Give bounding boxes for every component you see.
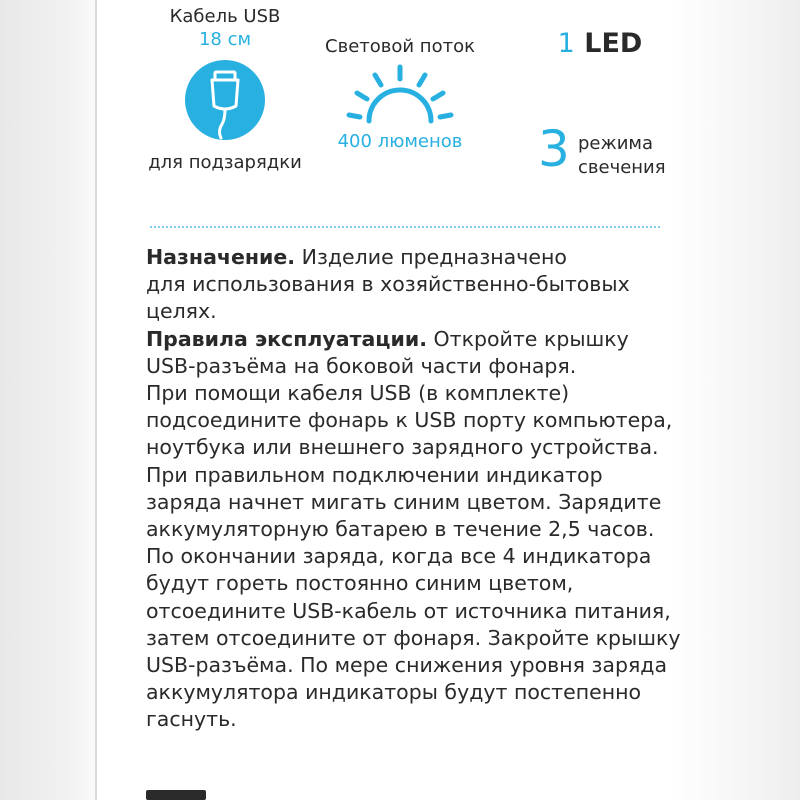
instruction-line	[146, 489, 706, 516]
instruction-text: ноутбука или внешнего зарядного устройства.	[146, 435, 659, 460]
instruction-line	[146, 598, 706, 625]
instruction-text: для использования в хозяйственно-бытовых	[146, 272, 630, 297]
instruction-text: аккумуляторную батарею в течение 2,5 часов.	[146, 517, 655, 542]
instruction-line	[146, 380, 706, 407]
instruction-line	[146, 462, 706, 489]
luminous-flux-label: Световой поток	[325, 36, 475, 57]
instruction-text: USB-разъёма на боковой части фонаря.	[146, 353, 577, 378]
instruction-text: При правильном подключении индикатор	[146, 462, 603, 487]
instruction-text: При помощи кабеля USB (в комплекте)	[146, 381, 570, 406]
instruction-line	[146, 298, 706, 325]
light-modes-line-1: режима	[578, 133, 654, 154]
usb-cable-icon	[185, 60, 265, 140]
package-fold-line	[95, 0, 97, 800]
light-modes-number: 3	[538, 120, 570, 178]
instruction-line	[146, 706, 706, 733]
light-modes-text	[578, 132, 666, 180]
instruction-text: аккумулятора индикаторы будут постепенно	[146, 680, 642, 705]
instruction-line	[146, 516, 706, 543]
instruction-line	[146, 625, 706, 652]
light-modes-line-2: свечения	[578, 157, 666, 178]
section-heading: Правила эксплуатации.	[146, 326, 428, 351]
instruction-text: будут гореть постоянно синим цветом,	[146, 571, 574, 596]
light-modes-spec	[538, 120, 678, 190]
instruction-text: Откройте крышку	[427, 326, 629, 351]
instruction-line	[146, 326, 706, 353]
instruction-text: Изделие предназначено	[295, 245, 567, 269]
instruction-text: заряда начнет мигать синим цветом. Зарядите	[146, 489, 662, 514]
section-heading: Назначение.	[146, 245, 296, 269]
instruction-text: гаснуть.	[146, 707, 237, 732]
light-rays-icon	[345, 63, 455, 125]
instruction-line	[146, 271, 706, 298]
cropped-next-line	[146, 790, 206, 800]
led-count-number: 1	[557, 28, 575, 59]
section-divider	[150, 226, 660, 228]
luminous-flux-value: 400 люменов	[337, 131, 463, 152]
instruction-text: USB-разъёма. По мере снижения уровня заряда	[146, 653, 668, 678]
instruction-text: целях.	[146, 299, 217, 324]
instructions-text	[146, 244, 706, 734]
luminous-flux-spec	[310, 36, 490, 152]
instruction-text: затем отсоедините от фонаря. Закройте крышку	[146, 625, 681, 650]
instruction-text: По окончании заряда, когда все 4 индикатора	[146, 544, 652, 569]
instruction-line	[146, 570, 706, 597]
instruction-line	[146, 244, 706, 271]
usb-cable-spec	[140, 6, 310, 173]
instruction-line	[146, 652, 706, 679]
usb-cable-purpose: для подзарядки	[148, 152, 302, 173]
instruction-line	[146, 679, 706, 706]
instruction-line	[146, 407, 706, 434]
usb-cable-label: Кабель USB	[169, 6, 281, 27]
led-count-spec	[540, 28, 660, 59]
instruction-text: подсоедините фонарь к USB порту компьютера,	[146, 408, 673, 433]
led-count-unit: LED	[584, 28, 643, 59]
instruction-line	[146, 434, 706, 461]
instruction-line	[146, 353, 706, 380]
package-left-edge	[0, 0, 95, 800]
instruction-line	[146, 543, 706, 570]
instruction-text: отсоедините USB-кабель от источника питания,	[146, 598, 671, 623]
usb-cable-length: 18 см	[198, 29, 252, 50]
